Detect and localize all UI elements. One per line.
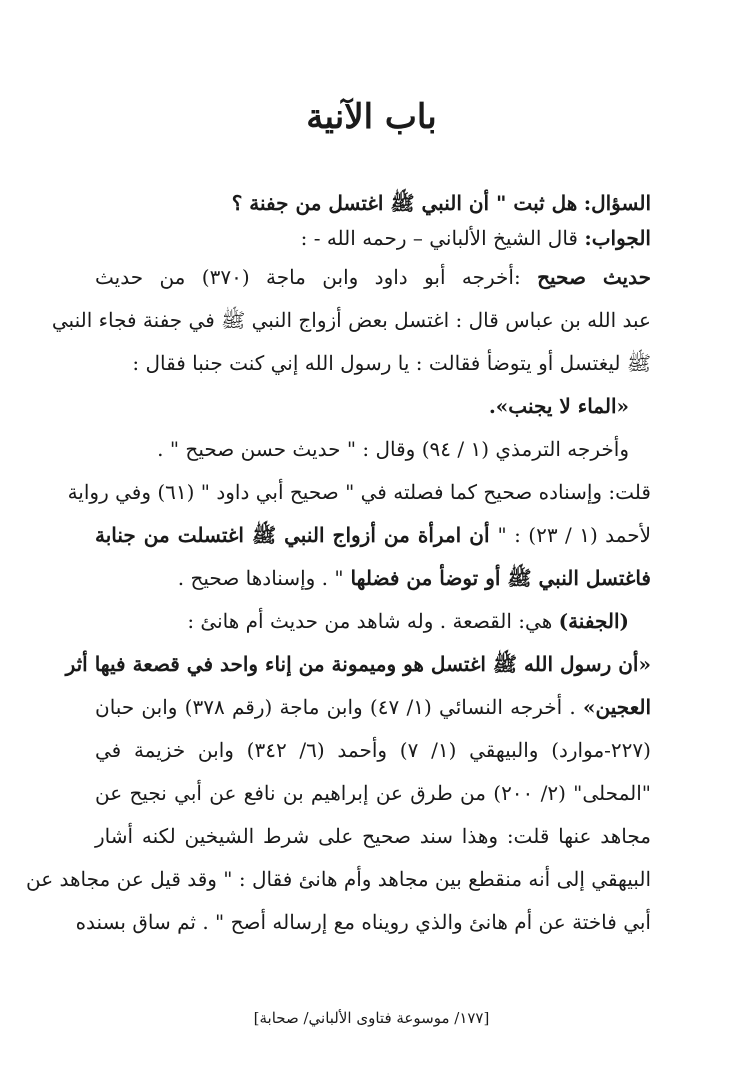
answer-label: الجواب: [584, 226, 651, 250]
answer-text: قال الشيخ الألباني – رحمه الله - : [300, 226, 578, 250]
text-line: ﷺ ليغتسل أو يتوضأ فقالت : يا رسول الله إني كنت جنبا فقال : [132, 351, 651, 375]
text-line-10-bold: العجين» [583, 695, 651, 719]
text-line: البيهقي إلى أنه منقطع بين مجاهد وأم هانئ فقال : " وقد قيل عن مجاهد عن [25, 867, 651, 891]
text-line-6-bold: أن امرأة من أزواج النبي ﷺ اغتسلت من جنابة [95, 523, 498, 547]
page-footer: [١٧٧/ موسوعة فتاوى الألباني/ صحابة] [253, 1009, 490, 1027]
hadith-quote: «أن رسول الله ﷺ اغتسل هو وميمونة من إناء واحد في قصعة فيها أثر [65, 652, 651, 676]
text-line-6-prefix: لأحمد (١ / ٢٣) : " [497, 523, 652, 547]
text-line [95, 600, 651, 643]
text-line [95, 686, 651, 729]
text-line: حديث صحيح :أخرجه أبو داود وابن ماجة (٣٧٠) من حديث [95, 265, 651, 289]
text-line: وأخرجه الترمذي (١ / ٩٤) وقال : " حديث حسن صحيح " . [157, 437, 629, 461]
text-line: "المحلى" (٢/ ٢٠٠) من طرق عن إبراهيم بن نافع عن أبي نجيح عن [95, 781, 651, 805]
text-line-10-rest: . أخرجه النسائي (١/ ٤٧) وابن ماجة (رقم ٣٧٨) وابن حبان [95, 695, 584, 719]
text-line [95, 557, 651, 600]
text-line [95, 514, 651, 557]
text-line: أبي فاختة عن أم هانئ والذي رويناه مع إرساله أصح " . ثم ساق بسنده [75, 910, 651, 934]
chapter-title: باب الآنية [306, 97, 437, 137]
document-body [25, 186, 652, 944]
text-line-0-rest: :أخرجه أبو داود وابن ماجة (٣٧٠) من حديث [95, 265, 521, 289]
text-line: قلت: وإسناده صحيح كما فصلته في " صحيح أبي داود " (٦١) وفي رواية [67, 480, 651, 504]
question-line [95, 186, 651, 221]
text-line: مجاهد عنها قلت: وهذا سند صحيح على شرط الشيخين لكنه أشار [95, 824, 651, 848]
question-label: السؤال: [583, 191, 651, 215]
answer-line [95, 221, 651, 256]
text-line: (٢٢٧-موارد) والبيهقي (١/ ٧) وأحمد (٦/ ٣٤٢) وابن خزيمة في [95, 738, 651, 762]
text-line-7-rest: " . وإسنادها صحيح . [177, 566, 344, 590]
text-line-8-rest: هي: القصعة . وله شاهد من حديث أم هانئ : [187, 609, 559, 633]
text-line-7-bold: فاغتسل النبي ﷺ أو توضأ من فضلها [343, 566, 651, 590]
question-text: هل ثبت " أن النبي ﷺ اغتسل من جفنة ؟ [231, 191, 578, 215]
text-line: عبد الله بن عباس قال : اغتسل بعض أزواج النبي ﷺ في جفنة فجاء النبي [51, 308, 651, 332]
text-line-8-bold: (الجفنة) [558, 609, 629, 633]
hadith-quote: «الماء لا يجنب». [488, 394, 629, 418]
